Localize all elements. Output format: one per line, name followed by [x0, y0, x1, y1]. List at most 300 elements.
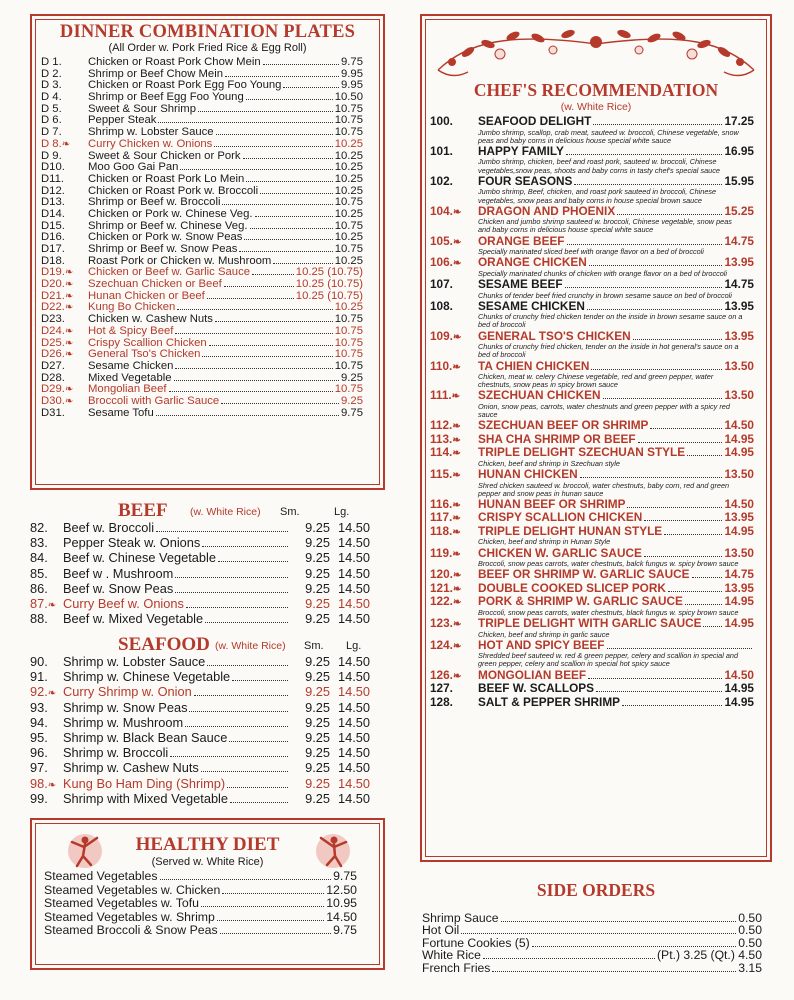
menu-item-price: 14.95	[724, 695, 754, 709]
menu-item-name: SESAME CHICKEN	[478, 299, 585, 313]
beef-item-number: 82.	[30, 520, 48, 535]
dot-leader	[205, 622, 288, 623]
menu-item-price: 9.95	[341, 80, 363, 92]
beef-item[interactable]	[30, 566, 370, 581]
beef-item[interactable]	[30, 520, 370, 535]
seafood-item[interactable]	[30, 669, 370, 684]
beef-item-number: 83.	[30, 535, 48, 551]
chef-item-number: 109.❧	[430, 328, 462, 343]
seafood-item-number: 91.	[30, 669, 48, 685]
dot-leader	[492, 971, 736, 972]
hot-spicy-icon: ❧	[64, 267, 74, 279]
chef-item-number: 114.❧	[430, 445, 461, 460]
combo-item-code: D23.	[41, 313, 65, 326]
seafood-item-number: 96.	[30, 745, 48, 761]
dot-leader	[232, 680, 288, 681]
combo-item-code: D21.❧	[41, 289, 74, 302]
chef-item-description: Jumbo shrimp, scallop, crab meat, sauteed w. broccoli, Chinese vegetable, snow peas and baby corns in delicious house special white sauce	[478, 127, 739, 145]
side-order-item[interactable]	[422, 962, 762, 974]
menu-item-name: Shrimp w. Cashew Nuts	[63, 760, 199, 776]
menu-item-price: 10.25 (10.75)	[295, 279, 363, 291]
menu-item-price: 10.75	[334, 349, 363, 361]
chefs-recommendation-title: CHEF'S RECOMMENDATION	[473, 80, 719, 100]
chef-item-number: 110.❧	[430, 358, 461, 373]
menu-item-name: Pepper Steak	[88, 115, 157, 127]
combination-plates-title: DINNER COMBINATION PLATES	[59, 22, 356, 42]
menu-item-price: 10.75	[334, 314, 363, 326]
menu-item-line	[63, 611, 290, 626]
menu-item-name: BEEF W. SCALLOPS	[478, 682, 595, 696]
dot-leader	[202, 546, 288, 547]
dot-leader	[156, 531, 288, 532]
small-price: 9.25	[305, 790, 330, 806]
hot-spicy-icon: ❧	[61, 138, 71, 150]
dot-leader	[532, 946, 737, 947]
menu-item-price: 14.95	[724, 617, 754, 631]
large-price: 14.50	[337, 580, 370, 596]
combo-item-code: D18.	[41, 254, 65, 267]
dot-leader	[218, 561, 288, 562]
dot-leader	[227, 787, 288, 788]
menu-item-name: Shrimp with Mixed Vegetable	[63, 790, 229, 806]
menu-item-line	[63, 654, 290, 669]
menu-item-name: Chicken or Pork w. Chinese Veg.	[88, 208, 253, 220]
menu-item-price: 14.95	[724, 524, 754, 538]
menu-item-price: 10.25	[334, 162, 363, 174]
combo-item-code: D27.	[41, 359, 65, 372]
seafood-small-label: Sm.	[304, 640, 324, 652]
menu-item-name: HUNAN BEEF OR SHRIMP	[478, 497, 626, 511]
small-price: 9.25	[305, 745, 330, 761]
menu-item-name: Beef w. Snow Peas	[63, 580, 174, 596]
menu-item-price: 15.25	[724, 204, 754, 218]
chef-item-number: 123.❧	[430, 616, 462, 631]
chef-item-number: 112.❧	[430, 418, 461, 433]
menu-item-name: Hunan Chicken or Beef	[88, 290, 205, 302]
hot-spicy-icon: ❧	[452, 448, 461, 460]
large-price: 14.50	[337, 684, 370, 700]
beef-section	[30, 500, 370, 626]
chef-item-description: Chicken, beef and shrimp in Hunan Style	[478, 537, 611, 547]
beef-item[interactable]	[30, 581, 370, 596]
menu-item-name: Chicken or Roast Pork w. Broccoli	[88, 185, 259, 197]
chef-item-number: 126.❧	[430, 667, 462, 682]
chef-item-number: 119.❧	[430, 545, 461, 560]
seafood-item[interactable]	[30, 745, 370, 760]
dot-leader	[175, 577, 288, 578]
menu-item-name: GENERAL TSO'S CHICKEN	[478, 329, 631, 343]
seafood-item-number: 93.	[30, 699, 48, 715]
seafood-item[interactable]	[30, 730, 370, 745]
chef-item-description: Broccoli, snow peas carrots, water chestnuts, black fungus w. spicy brown sauce	[478, 607, 739, 617]
dot-leader	[483, 958, 655, 959]
menu-item-name: Steamed Broccoli & Snow Peas	[44, 924, 218, 938]
chef-item-number: 102.	[430, 173, 453, 188]
beef-item[interactable]	[30, 535, 370, 550]
menu-item-name: Hot Oil	[422, 924, 460, 938]
beef-item[interactable]	[30, 596, 370, 611]
combo-item-code: D17.	[41, 243, 65, 255]
hot-spicy-icon: ❧	[452, 526, 461, 538]
menu-item-price: 10.25 (10.75)	[295, 290, 363, 302]
menu-item-price: 16.95	[724, 144, 754, 158]
menu-item-price: 17.25	[724, 115, 754, 128]
menu-item-price: 14.95	[724, 682, 754, 696]
hot-spicy-icon: ❧	[64, 395, 74, 407]
menu-item-line	[63, 520, 290, 535]
beef-item-number: 84.	[30, 550, 48, 566]
hot-spicy-icon: ❧	[452, 434, 461, 446]
menu-item-name: Broccoli with Garlic Sauce	[88, 395, 220, 407]
menu-item-name: Shrimp or Beef w. Broccoli	[88, 197, 221, 209]
chef-item-number: 120.❧	[430, 567, 462, 582]
side-order-item[interactable]	[422, 937, 762, 949]
menu-item-name: Curry Beef w. Onions	[63, 595, 184, 611]
hot-spicy-icon: ❧	[452, 597, 462, 609]
menu-item-name: Mixed Vegetable	[88, 372, 172, 384]
dot-leader	[201, 771, 288, 772]
menu-item-price: 14.95	[724, 432, 754, 446]
hot-spicy-icon: ❧	[452, 258, 462, 270]
chef-item-description: Chunks of tender beef fried crunchy in brown sesame sauce on bed of broccoli	[478, 290, 732, 300]
chef-item-description: Shredded beef sauteed w. red & green pepper, celery and scallion in special and green pepper, celery and scallion in special hot spicy sauce	[478, 651, 739, 669]
menu-item-line	[63, 760, 290, 775]
menu-item-price: 10.25	[334, 150, 363, 162]
menu-item-name: Mongolian Beef	[88, 384, 167, 396]
menu-item-name: Chicken w. Cashew Nuts	[88, 314, 213, 326]
menu-item-price: 10.25	[334, 208, 363, 220]
chef-item-description: Onion, snow peas, carrots, water chestnuts and green pepper with a spicy red sauce	[478, 401, 730, 420]
menu-item-price: (Pt.) 3.25 (Qt.) 4.50	[657, 949, 762, 963]
menu-item-price: 10.50	[334, 92, 363, 104]
menu-item-name: CRISPY SCALLION CHICKEN	[478, 511, 643, 525]
menu-item-line	[63, 566, 290, 581]
menu-item-name: SHA CHA SHRIMP OR BEEF	[478, 432, 636, 446]
seafood-note: (w. White Rice)	[215, 640, 286, 652]
menu-item-name: Beef w . Mushroom	[63, 565, 174, 581]
menu-item-line	[422, 912, 762, 925]
dot-leader	[207, 665, 288, 666]
seafood-title: SEAFOOD	[118, 634, 210, 655]
dot-leader	[170, 756, 288, 757]
small-price: 9.25	[305, 775, 330, 791]
menu-item-name: Beef w. Chinese Vegetable	[63, 550, 216, 566]
menu-item-price: 10.25 (10.75)	[295, 267, 363, 279]
chef-item-number: 116.❧	[430, 496, 461, 511]
menu-item-name: White Rice	[422, 949, 481, 963]
chef-item-number: 108.	[430, 298, 453, 313]
menu-item-name: DRAGON AND PHOENIX	[478, 204, 616, 218]
small-price: 9.25	[305, 699, 330, 715]
combo-item-code: D 3.	[41, 79, 62, 92]
menu-item-price: 13.95	[724, 329, 754, 343]
seafood-section	[30, 634, 370, 806]
chef-item-description: Specially marinated chunks of chicken with orange flavor on a bed of broccoli	[478, 268, 728, 278]
combo-item-code: D14.	[41, 207, 65, 220]
combo-item-code: D19.❧	[41, 266, 74, 279]
menu-item-name: Sesame Chicken	[88, 360, 174, 372]
menu-item-price: 9.25	[341, 395, 363, 407]
combination-plates-box	[30, 14, 385, 490]
dancer-right-icon	[312, 830, 354, 870]
menu-item-name: Shrimp or Beef w. Snow Peas	[88, 244, 238, 255]
side-order-item[interactable]	[422, 912, 762, 924]
menu-item-name: Curry Shrimp w. Onion	[63, 684, 192, 700]
menu-item-price: 13.95	[724, 299, 754, 313]
combo-item-code: D 1.	[41, 56, 62, 68]
menu-item-line	[63, 791, 290, 806]
chef-item-number: 105.❧	[430, 233, 462, 248]
seafood-item-number: 98.❧	[30, 775, 57, 791]
chef-item-number: 118.❧	[430, 523, 461, 538]
menu-item-name: Shrimp w. Broccoli	[63, 745, 169, 761]
menu-item-name: Chicken or Roast Pork Egg Foo Young	[88, 80, 282, 92]
menu-item-price: 15.95	[724, 174, 754, 188]
small-price: 9.25	[305, 535, 330, 551]
menu-item-price: 14.75	[724, 234, 754, 248]
menu-item-price: 0.50	[738, 936, 762, 950]
seafood-item[interactable]	[30, 654, 370, 669]
hot-spicy-icon: ❧	[64, 290, 74, 302]
menu-item-name: Shrimp w. Chinese Vegetable	[63, 669, 231, 685]
menu-item-name: Shrimp w. Lobster Sauce	[88, 127, 214, 139]
side-order-item[interactable]	[422, 949, 762, 961]
menu-item-price: 13.95	[724, 511, 754, 525]
large-price: 14.50	[337, 714, 370, 730]
chef-item-number: 122.❧	[430, 594, 462, 609]
large-price: 14.50	[337, 729, 370, 745]
hot-spicy-icon: ❧	[452, 470, 461, 482]
menu-item-name: SESAME BEEF	[478, 278, 563, 292]
chef-item-number: 107.	[430, 277, 453, 292]
combination-plates-inner-border	[35, 19, 380, 485]
menu-item-name: Chicken or Beef w. Garlic Sauce	[88, 267, 250, 279]
menu-item-name: Shrimp w. Snow Peas	[63, 699, 188, 715]
menu-item-name: Sweet & Sour Shrimp	[88, 103, 196, 115]
combo-item-code: D10.	[41, 161, 65, 174]
menu-item-name: Shrimp w. Lobster Sauce	[63, 654, 206, 669]
menu-item-price: 14.75	[724, 568, 754, 582]
seafood-item[interactable]	[30, 715, 370, 730]
chef-item-description: Chicken and jumbo shrimp sauteed w. broccoli, Chinese vegetable, snow peas and baby corns in delicious house special white sauce	[478, 217, 732, 235]
menu-item-price: 9.75	[333, 870, 357, 883]
menu-item-price: 10.25	[334, 138, 363, 150]
menu-item-price: 14.50	[724, 497, 754, 511]
seafood-item[interactable]	[30, 791, 370, 806]
hot-spicy-icon: ❧	[452, 570, 462, 582]
menu-item-name: HAPPY FAMILY	[478, 144, 564, 158]
dot-leader	[501, 921, 737, 922]
beef-title: BEEF	[118, 500, 168, 521]
menu-item-price: 10.75	[334, 220, 363, 232]
chef-item-description: Broccoli, snow peas carrots, water chestnuts, balck fungus w. spicy brown sauce	[478, 559, 739, 569]
hot-spicy-icon: ❧	[452, 513, 461, 525]
dot-leader	[189, 711, 288, 712]
menu-item-name: TRIPLE DELIGHT SZECHUAN STYLE	[478, 446, 686, 460]
large-price: 14.50	[337, 611, 370, 627]
menu-item-name: Roast Pork or Chicken w. Mushroom	[88, 255, 272, 267]
seafood-item-number: 99.	[30, 790, 48, 806]
healthy-diet-subtitle: (Served w. White Rice)	[151, 856, 264, 868]
menu-item-name: TA CHIEN CHICKEN	[478, 359, 590, 373]
menu-item-name: Shrimp or Beef Chow Mein	[88, 68, 223, 80]
side-order-item[interactable]	[422, 924, 762, 936]
chef-item-description: Chicken, beef and shrimp in Szechuan style	[478, 458, 620, 468]
menu-item-name: Fortune Cookies (5)	[422, 936, 530, 950]
dot-leader	[230, 802, 288, 803]
hot-spicy-icon: ❧	[452, 499, 461, 511]
menu-item-name: Moo Goo Gai Pan	[88, 162, 179, 174]
menu-item-line	[63, 596, 290, 611]
seafood-item-number: 94.	[30, 714, 48, 730]
menu-item-price: 10.75	[334, 360, 363, 372]
menu-item-price: 12.50	[326, 883, 357, 897]
menu-item-line	[63, 581, 290, 596]
dot-leader	[186, 607, 288, 608]
hot-spicy-icon: ❧	[64, 279, 74, 291]
menu-item-name: Kung Bo Ham Ding (Shrimp)	[63, 775, 226, 791]
combo-item-code: D26.❧	[41, 348, 74, 361]
menu-item-name: HUNAN CHICKEN	[478, 468, 578, 482]
seafood-large-label: Lg.	[346, 640, 362, 652]
side-orders-title: SIDE ORDERS	[536, 880, 656, 900]
menu-item-name: General Tso's Chicken	[88, 349, 201, 361]
hot-spicy-icon: ❧	[452, 206, 462, 218]
combo-item-code: D15.	[41, 219, 65, 232]
menu-item-price: 10.75	[334, 325, 363, 337]
small-price: 9.25	[305, 669, 330, 685]
hot-spicy-icon: ❧	[452, 548, 461, 560]
menu-item-name: SALT & PEPPER SHRIMP	[478, 695, 621, 709]
menu-item-line	[63, 684, 290, 699]
menu-item-name: Shrimp or Beef Egg Foo Young	[88, 92, 244, 104]
chef-item-number: 100.	[430, 114, 453, 128]
large-price: 14.50	[337, 535, 370, 551]
menu-item-price: 9.25	[341, 372, 363, 384]
menu-item-name: Steamed Vegetables w. Shrimp	[44, 910, 215, 924]
seafood-item-number: 90.	[30, 654, 48, 669]
chef-item-number: 104.❧	[430, 203, 462, 218]
hot-spicy-icon: ❧	[451, 391, 461, 403]
large-price: 14.50	[337, 745, 370, 761]
large-price: 14.50	[337, 669, 370, 685]
combo-item-code: D29.❧	[41, 383, 74, 396]
hot-spicy-icon: ❧	[47, 599, 57, 611]
chef-item-description: Chicken, meat w. celery Chinese vegetable, red and green pepper, water chestnuts, snow peas in spicy brown sauce	[478, 372, 714, 390]
menu-item-name: Hot & Spicy Beef	[88, 325, 174, 337]
seafood-item[interactable]	[30, 776, 370, 791]
menu-item-line	[422, 962, 762, 975]
healthy-diet-box	[30, 818, 385, 970]
menu-item-name: SEAFOOD DELIGHT	[478, 115, 592, 128]
menu-item-price: 10.95	[326, 897, 357, 911]
menu-item-name: Steamed Vegetables w. Tofu	[44, 897, 199, 911]
seafood-item[interactable]	[30, 760, 370, 775]
combo-item-code: D11.	[41, 172, 65, 185]
combo-item-code: D 5.	[41, 102, 62, 115]
menu-item-name: DOUBLE COOKED SLICEP PORK	[478, 581, 666, 595]
seafood-item[interactable]	[30, 700, 370, 715]
small-price: 9.25	[305, 550, 330, 566]
menu-item-name: Sesame Tofu	[88, 407, 154, 419]
chef-item-number: 121.❧	[430, 580, 462, 595]
menu-item-price: 10.75	[334, 244, 363, 255]
menu-item-price: 14.95	[724, 595, 754, 609]
menu-item-name: French Fries	[422, 961, 491, 975]
menu-item-price: 10.75	[334, 127, 363, 139]
large-price: 14.50	[337, 760, 370, 776]
dot-leader	[194, 695, 288, 696]
chef-item-description: Chunks of crunchy fried chicken tender on the inside in brown sesame sauce on a bed of broccoli	[478, 312, 743, 330]
large-price: 14.50	[337, 595, 370, 611]
hot-spicy-icon: ❧	[452, 361, 461, 373]
hot-spicy-icon: ❧	[452, 583, 462, 595]
menu-item-name: ORANGE BEEF	[478, 234, 565, 248]
menu-item-name: MONGOLIAN BEEF	[478, 668, 587, 682]
menu-item-price: 9.75	[341, 407, 363, 419]
menu-item-price: 13.95	[724, 256, 754, 270]
menu-item-name: BEEF OR SHRIMP W. GARLIC SAUCE	[478, 568, 690, 582]
menu-item-name: SZECHUAN BEEF OR SHRIMP	[478, 419, 649, 433]
beef-note: (w. White Rice)	[190, 506, 261, 518]
small-price: 9.25	[305, 714, 330, 730]
large-price: 14.50	[337, 550, 370, 566]
menu-item-price: 14.75	[724, 278, 754, 292]
combo-item-code: D 6.	[41, 114, 62, 127]
menu-item-price: 10.25	[334, 173, 363, 185]
menu-item-price: 10.75	[334, 103, 363, 115]
large-price: 14.50	[337, 654, 370, 669]
dot-leader	[185, 726, 288, 727]
beef-item-number: 87.❧	[30, 595, 57, 611]
beef-item-number: 88.	[30, 611, 48, 627]
chef-item-number: 128.	[430, 694, 453, 709]
beef-item-number: 86.	[30, 580, 48, 596]
chef-item-number: 113.❧	[430, 431, 461, 446]
combo-item-code: D25.❧	[41, 336, 74, 349]
menu-item-name: FOUR SEASONS	[478, 174, 573, 188]
hot-spicy-icon: ❧	[452, 619, 462, 631]
menu-item-name: TRIPLE DELIGHT HUNAN STYLE	[478, 524, 663, 538]
menu-item-name: Chicken or Roast Pork Lo Mein	[88, 173, 245, 185]
seafood-item[interactable]	[30, 684, 370, 699]
menu-item-line	[63, 730, 290, 745]
beef-item[interactable]	[30, 611, 370, 626]
combo-item-code: D 4.	[41, 91, 62, 104]
hot-spicy-icon: ❧	[452, 236, 462, 248]
beef-item[interactable]	[30, 550, 370, 565]
menu-item-name: Beef w. Broccoli	[63, 520, 155, 535]
menu-item-line	[63, 745, 290, 760]
small-price: 9.25	[305, 580, 330, 596]
large-price: 14.50	[337, 790, 370, 806]
menu-item-price: 0.50	[738, 912, 762, 925]
menu-item-line	[63, 715, 290, 730]
menu-item-line	[63, 535, 290, 550]
chef-item-number: 101.	[430, 143, 453, 158]
chef-item-description: Chunks of crunchy fried chicken, tender on the inside in hot general's sauce on a bed of broccoli	[478, 342, 739, 360]
dot-leader	[229, 741, 288, 742]
menu-item-name: Steamed Vegetables w. Chicken	[44, 883, 221, 897]
menu-item-price: 9.75	[333, 924, 357, 938]
seafood-item-number: 95.	[30, 729, 48, 745]
chef-item-description: Specially marinated sliced beef with orange flavor on a bed of broccoli	[478, 247, 704, 257]
menu-item-price: 13.95	[724, 581, 754, 595]
menu-item-price: 10.25	[334, 302, 363, 314]
combo-item-code: D 2.	[41, 67, 62, 80]
menu-item-price: 14.50	[724, 419, 754, 433]
combo-item-code: D20.❧	[41, 278, 74, 291]
